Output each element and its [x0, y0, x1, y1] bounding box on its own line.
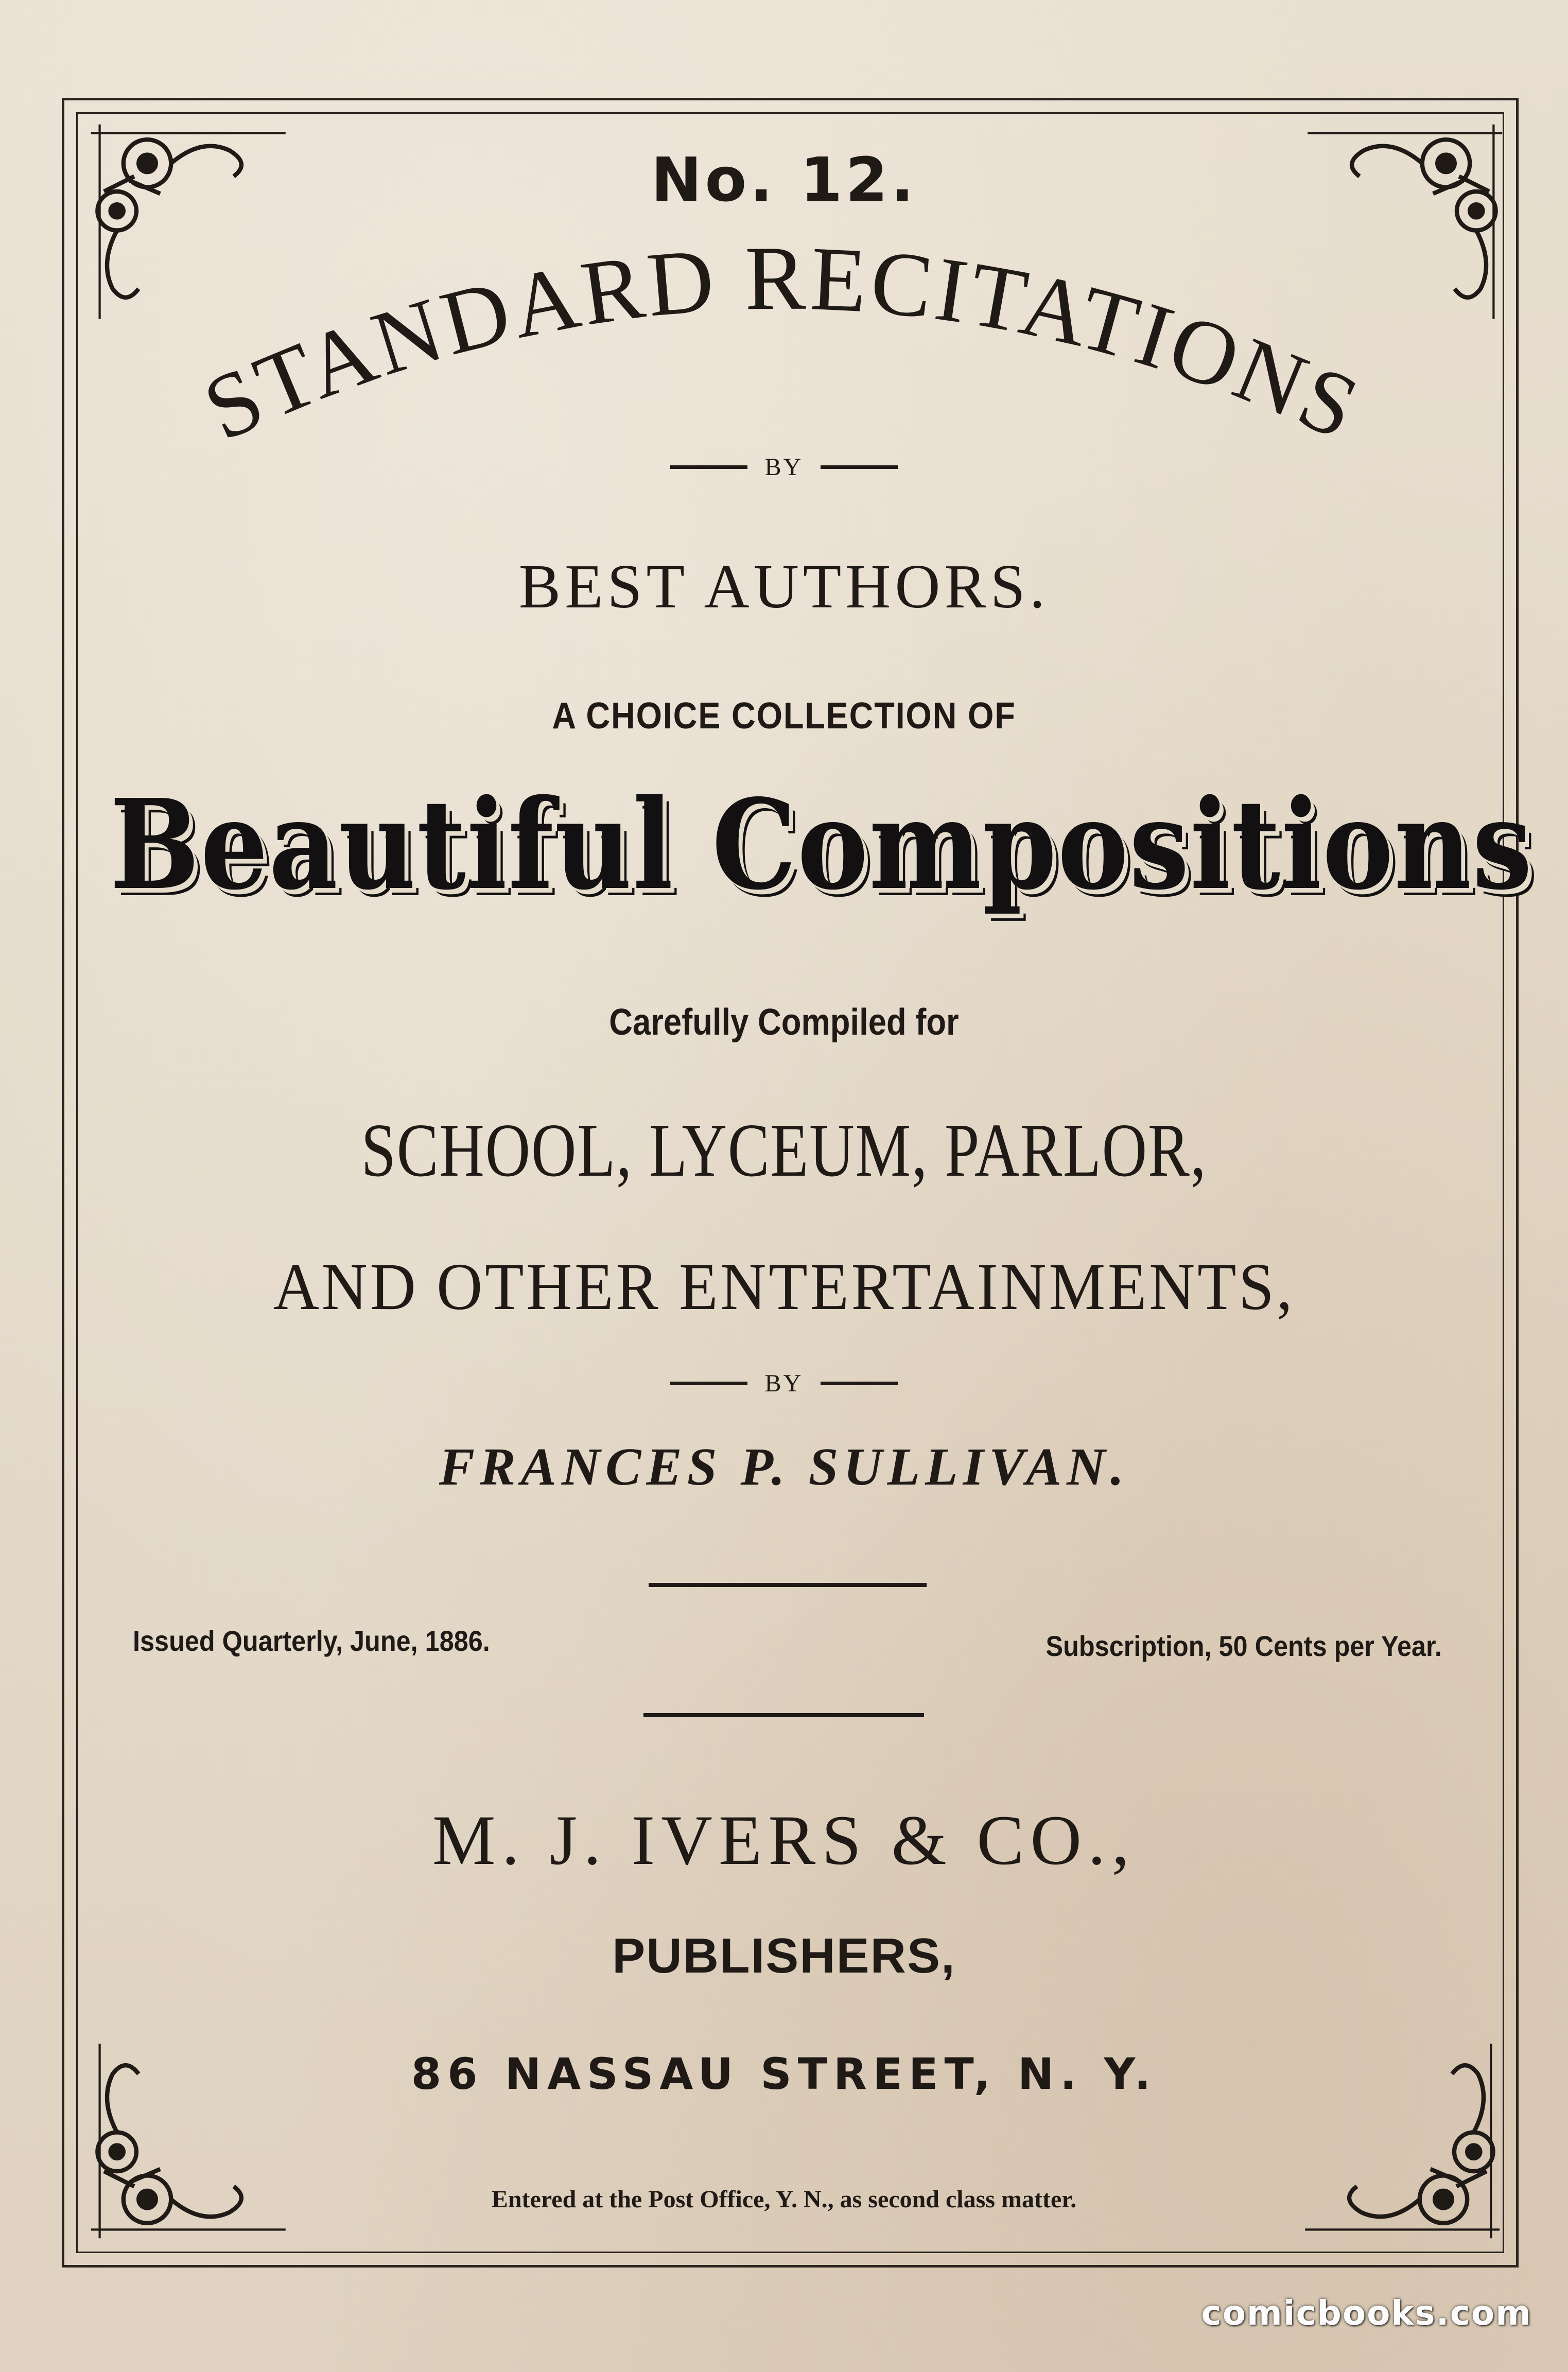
by-divider — [0, 1369, 1568, 1398]
choice-line: A CHOICE COLLECTION OF — [552, 695, 1016, 737]
headline: Beautiful Compositions — [110, 772, 1534, 917]
subscription-note: Subscription, 50 Cents per Year. — [1046, 1630, 1442, 1662]
compiled-line: Carefully Compiled for — [609, 1002, 959, 1043]
dash-rule — [670, 465, 747, 469]
venues-line-1: SCHOOL, LYCEUM, PARLOR, — [361, 1108, 1207, 1193]
dash-rule — [670, 1382, 747, 1385]
dash-rule — [821, 465, 898, 469]
by-divider — [0, 453, 1568, 481]
entered-note: Entered at the Post Office, Y. N., as second class matter. — [491, 2186, 1077, 2213]
svg-text:STANDARD RECITATIONS — [189, 227, 1376, 460]
author-name: FRANCES P. SULLIVAN. — [439, 1437, 1129, 1496]
series-title: STANDARD RECITATIONS — [189, 226, 1376, 460]
publishers-label: PUBLISHERS, — [612, 1928, 956, 1983]
venues-line-2: AND OTHER ENTERTAINMENTS, — [273, 1250, 1295, 1324]
by-label: BY — [764, 454, 804, 481]
by-label: BY — [764, 1370, 804, 1397]
watermark: comicbooks.com — [1201, 2293, 1532, 2333]
issue-number: No. 12. — [651, 144, 917, 215]
issued-note: Issued Quarterly, June, 1886. — [133, 1625, 490, 1657]
horizontal-rule — [643, 1713, 924, 1717]
publisher-address: 86 NASSAU STREET, N. Y. — [411, 2049, 1157, 2099]
horizontal-rule — [649, 1583, 927, 1587]
subtitle: BEST AUTHORS. — [518, 552, 1050, 621]
dash-rule — [821, 1382, 898, 1385]
publisher-name: M. J. IVERS & CO., — [432, 1801, 1136, 1879]
